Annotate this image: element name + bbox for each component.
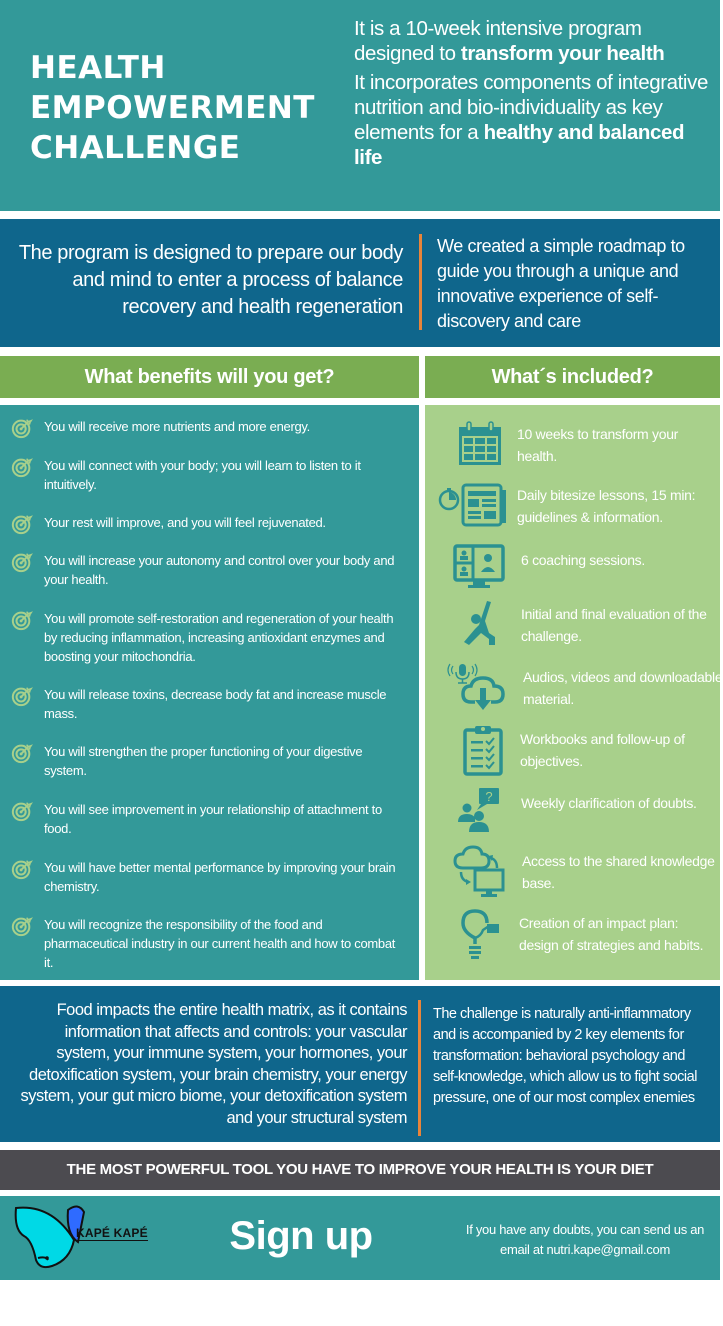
target-icon — [11, 742, 33, 764]
target-icon — [11, 551, 33, 573]
lightbulb-icon — [459, 908, 501, 960]
title-line-3: CHALLENGE — [30, 130, 241, 166]
intro-paragraph-1: It is a 10-week intensive program designed to transform your health — [354, 17, 665, 65]
target-icon — [11, 609, 33, 631]
title-line-1: HEALTH — [30, 50, 166, 86]
clipboard-checklist-icon — [463, 724, 503, 776]
target-icon — [11, 858, 33, 880]
svg-text:?: ? — [485, 789, 493, 804]
people-question-icon — [457, 786, 503, 834]
target-icon — [11, 513, 33, 535]
target-icon — [11, 417, 33, 439]
cloud-download-mic-icon — [445, 662, 509, 714]
target-icon — [11, 915, 33, 937]
page-title — [30, 48, 330, 168]
orange-divider — [418, 1000, 421, 1136]
benefits-heading: What benefits will you get? — [0, 356, 419, 398]
included-heading: What´s included? — [425, 356, 720, 398]
orange-divider — [419, 234, 422, 330]
diet-banner: THE MOST POWERFUL TOOL YOU HAVE TO IMPROVE YOUR HEALTH IS YOUR DIET — [0, 1150, 720, 1190]
intro-paragraph-2: It incorporates components of integrative nutrition and bio-individuality as key elements for a healthy and balanced life — [354, 71, 708, 169]
program-purpose-text: The program is designed to prepare our body and mind to enter a process of balance recovery and health regeneration — [18, 242, 403, 318]
video-call-icon — [453, 544, 505, 590]
contact-text: If you have any doubts, you can send us an email at nutri.kape@gmail.com — [465, 1222, 705, 1257]
logo-text: KAPÉ KAPÉ — [76, 1226, 148, 1240]
newspaper-timer-icon — [437, 482, 509, 528]
health-matrix-text: Food impacts the entire health matrix, as it contains information that affects and controls: your vascular system, your immune system, your hormones, your detoxification system, your brain chemistry, your energy system, your gut micro biome, your detoxification system and your structural system — [20, 1001, 407, 1127]
anti-inflammatory-text: The challenge is naturally anti-inflammatory and is accompanied by 2 key elements for transformation: behavioral psychology and self-knowledge, which allow us to fight social pressure, one of our most complex enemies — [433, 1006, 697, 1106]
intro-text — [354, 16, 714, 174]
target-icon — [11, 456, 33, 478]
target-icon — [11, 800, 33, 822]
roadmap-text: We created a simple roadmap to guide you through a unique and innovative experience of self-discovery and care — [437, 236, 685, 331]
sign-up-button[interactable]: Sign up now! — [229, 1214, 373, 1318]
calendar-icon — [457, 421, 503, 467]
title-line-2: EMPOWERMENT — [30, 90, 315, 126]
cloud-sync-monitor-icon — [453, 846, 507, 898]
stretching-person-icon — [461, 599, 501, 651]
target-icon — [11, 685, 33, 707]
